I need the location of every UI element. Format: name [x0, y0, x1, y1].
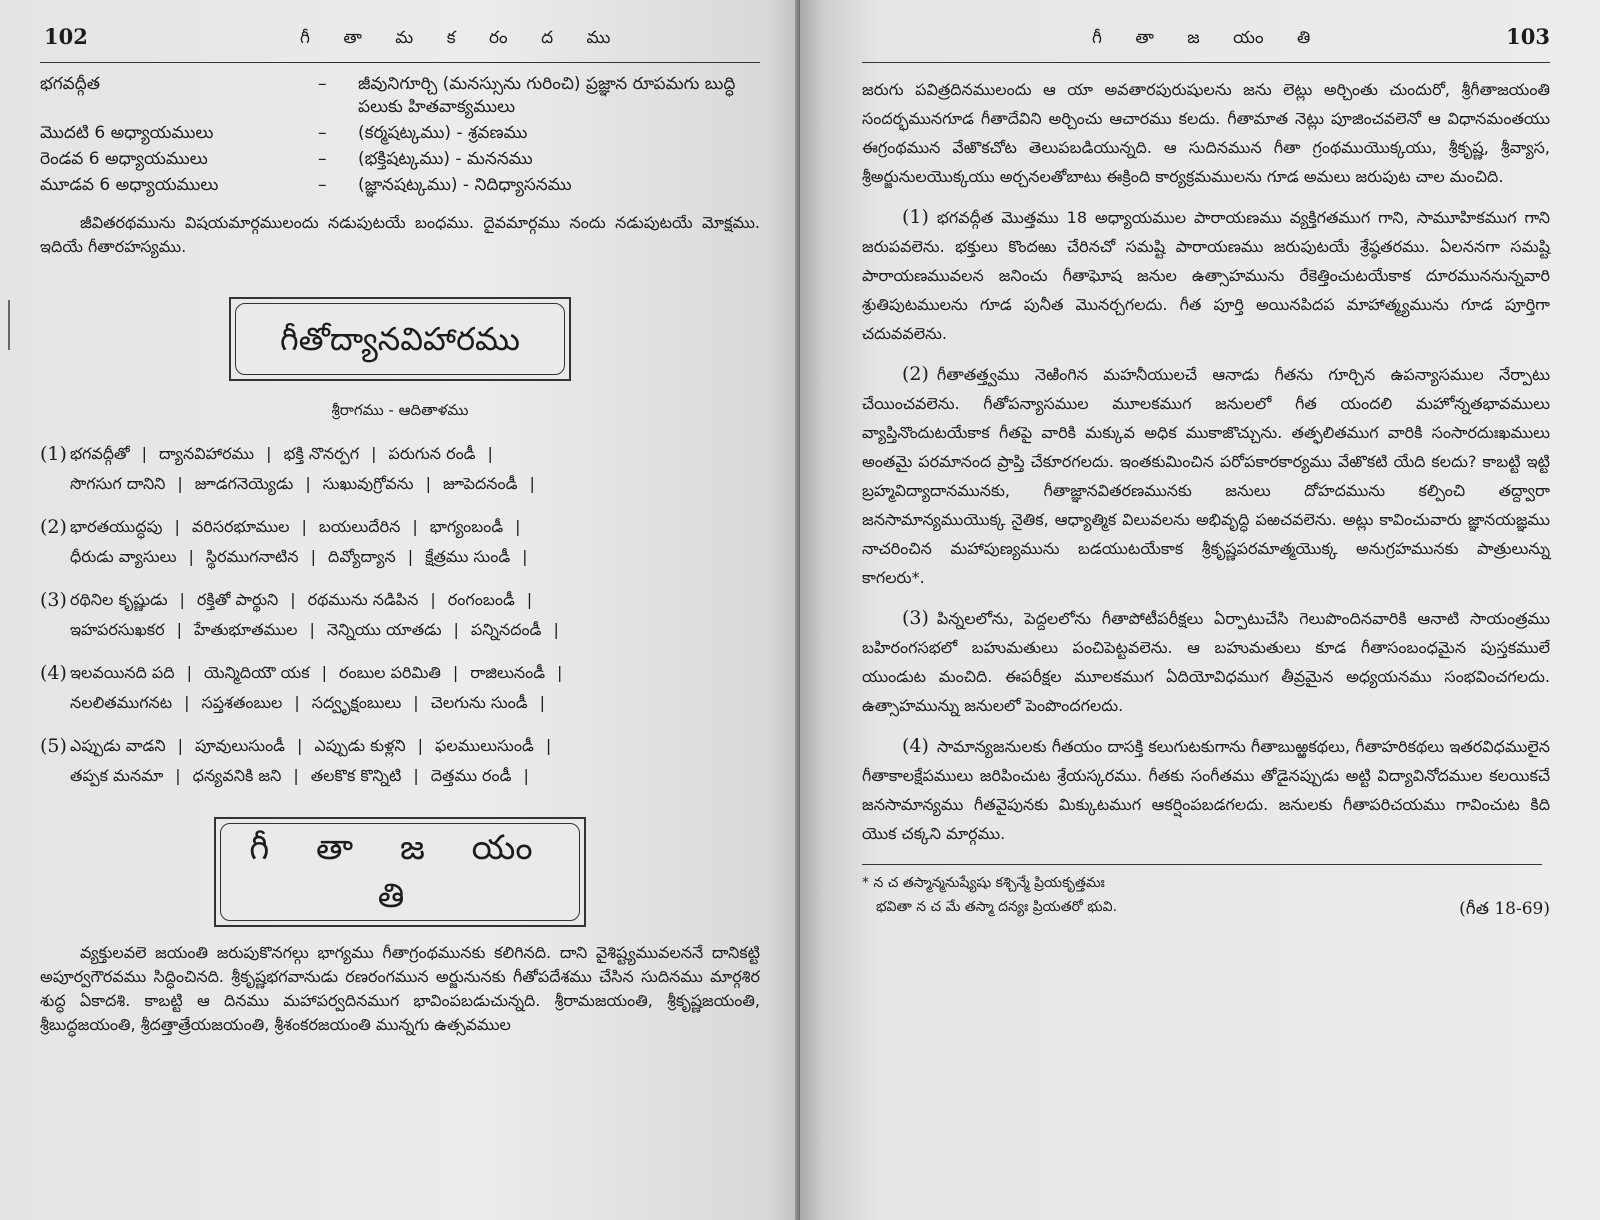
verse-number: (5): [40, 735, 67, 757]
contents-row: రెండవ 6 అధ్యాయములు – (భక్తిషట్కము) - మననము: [40, 149, 533, 169]
contents-row: మొదటి 6 అధ్యాయములు – (కర్మషట్కము) - శ్రవణము: [40, 123, 528, 143]
section-title-box: [229, 297, 571, 381]
footnote: [862, 871, 1550, 919]
opening-paragraph: జరుగు పవిత్రదినములందు ఆ యా అవతారపురుషులను జను లెట్లు అర్చింతు చుందురో, శ్రీగీతాజయంతి సందర్భమునగూడ గీతాదేవిని అర్చించు ఆచారము కలదు. గీతామాత నెట్లు పూజించవలెనో ఆ విధానమంతయు ఈగ్రంథమున వేఱొకచోట తెలుపబడియున్నది. ఆ సుదినమున గీతా గ్రంథముయొక్కయు, శ్రీకృష్ణ, శ్రీవ్యాస, శ్రీఅర్జునులయొక్కయు అర్చనలతోబాటు ఈక్రింది కార్యక్రమములను గూడ అమలు జరుపుట చాల మంచిది.: [862, 80, 1550, 186]
section-title: గీ తా జ యం తి: [220, 823, 580, 921]
running-header: [862, 22, 1550, 63]
closing-paragraph: వ్యక్తులవలె జయంతి జరుపుకొనగల్గు భాగ్యము గీతాగ్రంథమునకు కలిగినది. దాని వైశిష్ట్యమువలననే దానికట్టి అపూర్వగౌరవము సిద్ధించినది. శ్రీకృష్ణభగవానుడు రణరంగమున అర్జునునకు గీతోపదేశము చేసిన సుదినము మార్గశిర శుద్ధ ఏకాదశి. కాబట్టి ఆ దినము మహాపర్వదినముగ భావింపబడుచున్నది. శ్రీరామజయంతి, శ్రీకృష్ణజయంతి, శ్రీబుద్ధజయంతి, శ్రీదత్తాత్రేయజయంతి, శ్రీశంకరజయంతి మున్నగు ఉత్సవముల: [40, 943, 760, 1034]
verse-number: (3): [40, 589, 67, 611]
section-title: గీతోద్యానవిహారము: [235, 303, 565, 375]
footnote-line: భవితా న చ మే తస్మా దన్యః ప్రియతరో భువి.: [876, 899, 1118, 915]
paragraph-number: (1): [902, 206, 929, 228]
numbered-paragraph: (1) భగవద్గీత మొత్తము 18 అధ్యాయముల పారాయణము వ్యక్తిగతముగ గాని, సామూహికముగ గాని జరుపవలెను. భక్తులు కొందఱు చేరినచో సమష్టి పారాయణము జరుపుటయే శ్రేష్ఠతరము. ఏలననగా సమష్టి పారాయణమువలన జనించు గీతాఘోష జనుల ఉత్సాహమును రేకెత్తించుటయేకాక దూరముననున్నవారి శ్రుతిపుటములను గూడ పునీత మొనర్చగలదు. గీత పూర్తి అయినపిదప మాహాత్మ్యమును గూడ పూర్తిగా చదువవలెను.: [862, 206, 1550, 343]
numbered-paragraph: (2) గీతాతత్త్వము నెఱింగిన మహనీయులచే ఆనాడు గీతను గూర్చిన ఉపన్యాసముల నేర్పాటు చేయించవలెను. గీతోపన్యాసముల మూలకముగ జనులలో గీత యందలి మహోన్నతభావములు వ్యాప్తినొందుటయేకాక గీతపై వారికి మక్కువ అధిక ముకాజొచ్చును. తత్ఫలితముగ వారికి సంసారదుఃఖములు అంతమై పరమానంద ప్రాప్తి చేకూరగలదు. ఇంతకుమించిన పరోపకారకార్యము వేఱొకటి యేది కలదు? కాబట్టి ఇట్టి బ్రహ్మవిద్యాదానమునకు, గీతాజ్ఞానవితరణమునకు జనులు దోహదమును కల్పించి తద్ద్వారా జనసామాన్యముయొక్క నైతిక, ఆధ్యాత్మిక విలువలను అభివృద్ధి పఱచవలెను. అట్లు కావించువారు జ్ఞానయజ్ఞము నాచరించిన మహాపుణ్యమును బడయుటయేకాక శ్రీకృష్ణపరమాత్మయొక్క అనుగ్రహమునకు పాత్రులున్ను కాగలరు*.: [862, 363, 1550, 587]
raga-label: శ్రీరాగము - ఆదితాళము: [331, 401, 469, 419]
verse: (3) రథినిల కృష్ణుడు | రక్తితో పార్థుని | రథమును నడిపిన | రంగంబండీ | ఇహపరసుఖకర | హేతుభూతముల | నెన్నియు యాతడు | పన్నినదండీ |: [40, 585, 760, 645]
page-number: 103: [1506, 24, 1550, 49]
verse: (4) ఇలవయినది పది | యెన్మిదియౌ యక | రంబుల పరిమితి | రాజిలునండీ | నలలితముగనట | సప్తశతంబుల | సద్వృక్షంబులు | చెలగును సుండీ |: [40, 658, 760, 718]
footnote-reference: (గీత 18-69): [1459, 899, 1550, 919]
verse: (2) భారతయుద్ధపు | వరిసరభూముల | బయలుదేరిన | భాగ్యంబండీ | ధీరుడు వ్యాసులు | స్థిరముగనాటిన | దివ్యోద్యాన | క్షేత్రము సుండీ |: [40, 512, 760, 572]
margin-mark: [8, 300, 10, 350]
verse-list: [40, 439, 760, 791]
verse: (1) భగవద్గీతో | ద్యానవిహారము | భక్తి నొనర్పగ | పరుగున రండీ | సొగసుగ దానిని | జూడగనెయ్యెడు | సుఖువుగ్రోవను | జూపెదనండీ |: [40, 439, 760, 499]
right-page: [800, 0, 1600, 1220]
verse-number: (2): [40, 516, 67, 538]
paragraph-number: (4): [902, 735, 929, 757]
contents-table: [40, 73, 760, 197]
contents-row: భగవద్గీత – జీవునిగూర్చి (మనస్సును గురించి) ప్రజ్ఞాన రూపమగు బుద్ధి పలుకు హితవాక్యములు: [40, 74, 736, 117]
section-title-box: [214, 817, 586, 927]
numbered-paragraph: (4) సామాన్యజనులకు గీతయం దాసక్తి కలుగుటకుగాను గీతాబుఱ్ఱకథలు, గీతాహరికథలు ఇతరవిధములైన గీతాకాలక్షేపములు జరిపించుట శ్రేయస్కరము. గీతకు సంగీతము తోడైనప్పుడు అట్టి విద్యావినోదముల కలయికచే జనసామాన్యము గీతవైపునకు మిక్కుటముగ ఆకర్షింపబడగలదు. జనులకు గీతాపరిచయము గావించుట కిది యొక చక్కని మార్గము.: [862, 735, 1550, 843]
page-number: 102: [44, 24, 88, 49]
paragraph-number: (3): [902, 607, 929, 629]
intro-paragraph: జీవితరథమును విషయమార్గములందు నడుపుటయే బంధము. దైవమార్గము నందు నడుపుటయే మోక్షము. ఇదియే గీతారహస్యము.: [40, 213, 760, 256]
footnote-line: * న చ తస్మాన్మనుష్యేషు కశ్చిన్మే ప్రియకృత్తమః: [862, 875, 1105, 891]
running-title: గీ తా మ క రం ద ము: [300, 28, 625, 48]
paragraph-number: (2): [902, 363, 929, 385]
verse: (5) ఎప్పుడు వాడని | పూవులుసుండీ | ఎప్పుడు కుళ్లని | ఫలములుసుండీ | తప్పక మనమా | ధన్యవనికి జని | తలకొక కొన్నిటి | దెత్తము రండీ |: [40, 731, 760, 791]
verse-number: (1): [40, 443, 67, 465]
footnote-rule: [862, 864, 1542, 865]
contents-row: మూడవ 6 అధ్యాయములు – (జ్ఞానషట్కము) - నిదిధ్యాసనము: [40, 175, 572, 195]
verse-number: (4): [40, 662, 67, 684]
numbered-paragraph: (3) పిన్నలలోను, పెద్దలలోను గీతాపోటీపరీక్షలు ఏర్పాటుచేసి గెలుపొందినవారికి ఆనాటి సాయంత్రము బహిరంగసభలో బహుమతులు పంచిపెట్టవలెను. ఆ బహుమతులు కూడ గీతాసంబంధమైన పుస్తకములే యుండుట మంచిది. ఈపరీక్షల మూలకముగ ఏదియోవిధముగ తీవ్రమైన అధ్యయనము సంభవించగలదు. ఉత్సాహమున్ను జనులలో పెంపొందగలదు.: [862, 607, 1550, 715]
running-title: గీ తా జ యం తి: [1092, 28, 1325, 48]
running-header: [40, 22, 760, 63]
